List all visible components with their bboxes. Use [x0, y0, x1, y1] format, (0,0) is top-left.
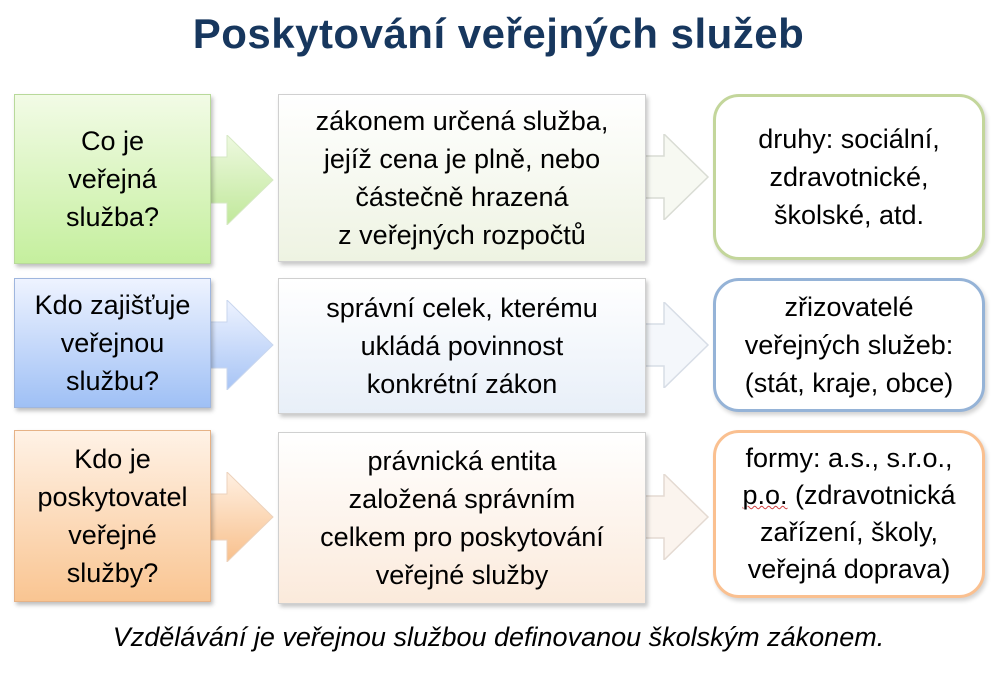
definition-box-1 — [278, 94, 646, 262]
result-box-2 — [713, 278, 985, 412]
result-line-abbrev: p.o. — [742, 480, 788, 510]
question-box-3 — [14, 430, 211, 602]
question-text: Kdo je poskytovatel veřejné služby? — [37, 444, 188, 588]
result-line — [742, 477, 955, 514]
result-text — [742, 440, 955, 588]
definition-box-2 — [278, 278, 646, 414]
definition-text: právnická entita založená správním celkem pro poskytování veřejné služby — [320, 446, 604, 590]
arrow-right-icon — [640, 302, 710, 388]
result-line-rest: (zdravotnická — [787, 480, 956, 510]
question-box-2 — [14, 278, 211, 408]
result-text: druhy: sociální, zdravotnické, školské, atd. — [758, 124, 940, 230]
question-box-1 — [14, 94, 211, 264]
result-line: formy: a.s., s.r.o., — [745, 443, 953, 473]
definition-text: správní celek, kterému ukládá povinnost konkrétní zákon — [326, 293, 598, 399]
result-box-3 — [713, 430, 985, 598]
result-text: zřizovatelé veřejných služeb: (stát, kraje, obce) — [744, 292, 954, 398]
question-text: Co je veřejná služba? — [65, 126, 160, 232]
arrow-right-icon — [640, 474, 710, 560]
result-box-1 — [713, 94, 985, 260]
arrow-right-icon — [640, 134, 710, 220]
result-line: zařízení, školy, — [759, 517, 939, 547]
question-text: Kdo zajišťuje veřejnou službu? — [34, 290, 191, 396]
definition-text: zákonem určená služba, jejíž cena je plně, nebo částečně hrazená z veřejných rozpočtů — [315, 106, 609, 250]
result-line: veřejná doprava) — [747, 554, 951, 584]
page-title: Poskytování veřejných služeb — [192, 10, 805, 57]
arrow-right-icon — [205, 135, 275, 225]
definition-box-3 — [278, 432, 646, 604]
arrow-right-icon — [205, 300, 275, 390]
footnote: Vzdělávání je veřejnou službou definovanou školským zákonem. — [112, 622, 885, 652]
arrow-right-icon — [205, 472, 275, 562]
